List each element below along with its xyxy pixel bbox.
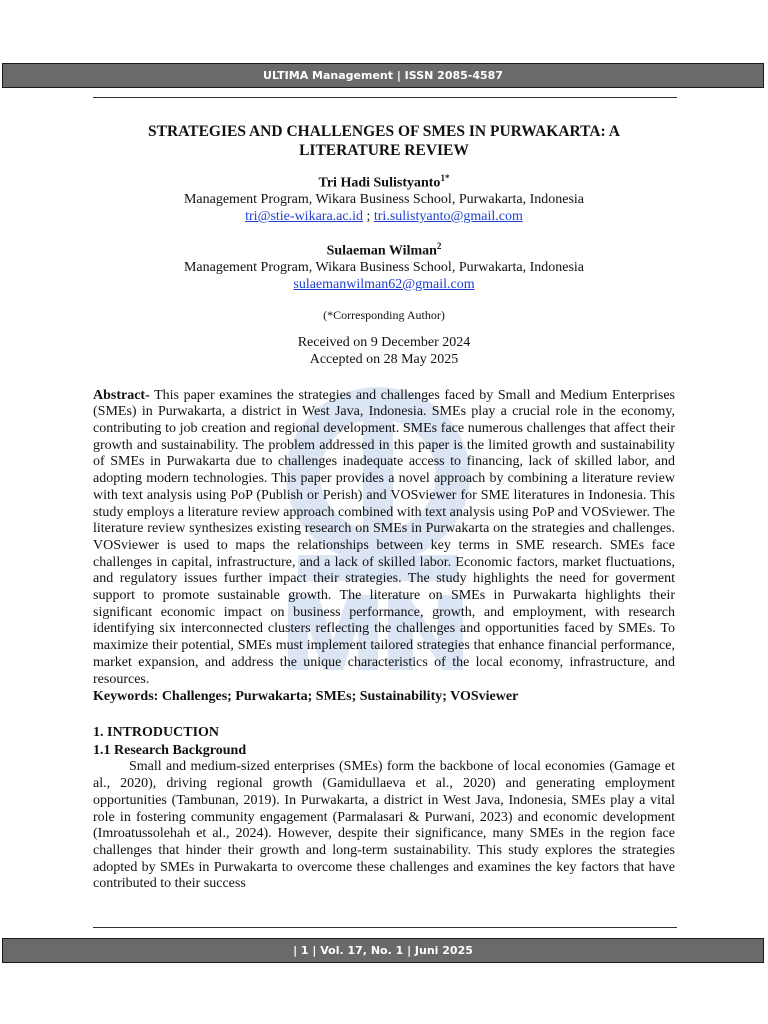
abstract-text: This paper examines the strategies and challenges faced by Small and Medium Enterprises (SMEs) in Purwakarta, a district in West Java, Indonesia. SMEs play a crucial role in the economy, contributing to job creation and regional development. SMEs face numerous challenges that affect their growth and sustainability. The problem addressed in this paper is the limited growth and sustainability of SMEs in Purwakarta due to challenges inadequate access to financing, lack of skilled labor, and adopting modern technologies. This paper provides a novel approach by combining a literature review with text analysis using PoP (Publish or Perish) and VOSviewer for SME literatures in Indonesia. This study employs a literature review approach combined with text analysis using PoP and VOSviewer. The literature review synthesizes existing research on SMEs in Purwakarta on the strategies and challenges. VOSviewer is used to maps the relationships between key terms in SME research. SMEs face challenges in capital, infrastructure, and a lack of skilled labor. Economic factors, market fluctuations, and regulatory issues further impact their strategies. The study highlights the need for goverment support to promote sustainable growth. The literature on SMEs in Purwakarta highlights their significant economic impact on business performance, growth, and employment, with research identifying six interconnected clusters reflecting the challenges and opportunities faced by SMEs. To maximize their potential, SMEs must implement tailored strategies that enhance financial performance, market expansion, and address the unique characteristics of the local economy, infrastructure, and resources.	[93, 387, 675, 687]
received-date: Received on 9 December 2024	[297, 335, 471, 351]
author-2-emails	[93, 277, 675, 294]
page-info: | 1 | Vol. 17, No. 1 | Juni 2025	[293, 944, 473, 957]
header-rule	[93, 97, 677, 98]
footer-banner	[2, 938, 764, 963]
author-1-affiliation: Management Program, Wikara Business School, Purwakarta, Indonesia	[183, 192, 585, 208]
accepted-date: Accepted on 28 May 2025	[309, 351, 459, 367]
keywords: Keywords: Challenges; Purwakarta; SMEs; Sustainability; VOSviewer	[93, 689, 519, 705]
footer-rule	[93, 927, 677, 928]
paper-title: STRATEGIES AND CHALLENGES OF SMES IN PURWAKARTA: A LITERATURE REVIEW	[148, 123, 620, 159]
subsection-heading: 1.1 Research Background	[93, 742, 247, 758]
abstract-label: Abstract-	[93, 387, 150, 403]
author-2-name	[93, 238, 675, 260]
author-superscript: 2	[436, 240, 442, 251]
author-1-name	[93, 170, 675, 192]
email-link[interactable]: tri@stie-wikara.ac.id	[245, 209, 363, 225]
author-1-emails	[93, 209, 675, 226]
author-superscript: 1*	[440, 173, 450, 183]
email-link[interactable]: tri.sulistyanto@gmail.com	[373, 209, 523, 225]
journal-header-banner	[2, 63, 764, 88]
corresponding-author-note: (*Corresponding Author)	[323, 307, 445, 322]
email-link[interactable]: sulaemanwilman62@gmail.com	[293, 276, 475, 292]
paper-content	[93, 122, 675, 893]
author-name: Tri Hadi Sulistyanto	[318, 175, 441, 191]
section-heading: 1. INTRODUCTION	[93, 725, 220, 740]
author-2-affiliation: Management Program, Wikara Business School, Purwakarta, Indonesia	[183, 260, 585, 276]
email-separator: ;	[362, 209, 374, 225]
intro-paragraph: Small and medium-sized enterprises (SMEs) form the backbone of local economies (Gamage et al., 2020), driving regional growth (Gamidullaeva et al., 2020) and generating employment opportunities (Tambunan, 2019). In Purwakarta, a district in West Java, Indonesia, SMEs play a vital role in fostering community engagement (Parmalasari & Purwani, 2023) and economic development (Imroatussolehah et al., 2024). However, despite their significance, many SMEs in the region face challenges that hinder their growth and long-term sustainability. This study explores the strategies adopted by SMEs in Purwakarta to overcome these challenges and examines the key factors that have contributed to their success	[93, 759, 675, 892]
abstract	[93, 388, 675, 689]
journal-header-text: ULTIMA Management | ISSN 2085-4587	[263, 69, 503, 82]
author-name: Sulaeman Wilman	[326, 243, 437, 259]
